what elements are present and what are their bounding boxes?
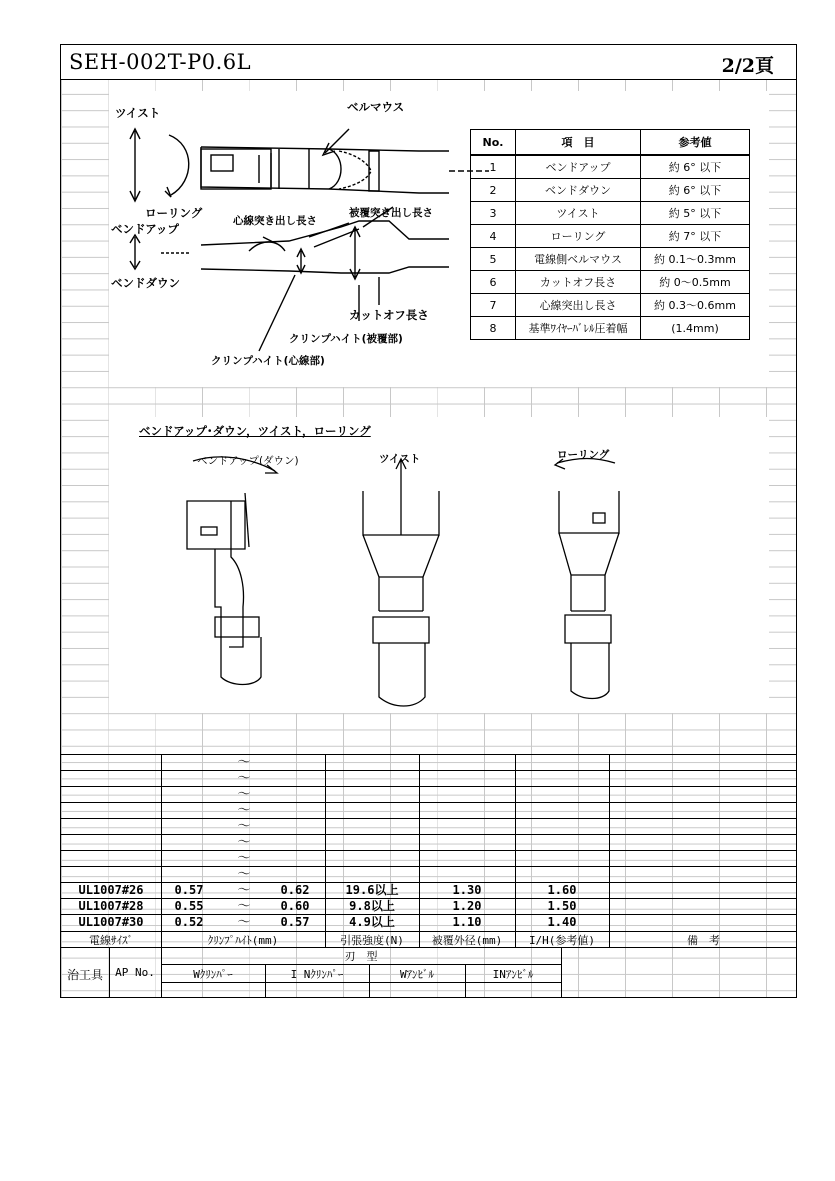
range-tilde: ～ (237, 835, 251, 850)
range-tilde: ～ (237, 803, 251, 818)
cell-tensile: 19.6以上 (345, 883, 399, 897)
cell-insulation-od: 1.30 (452, 883, 482, 897)
cell-max: 0.57 (280, 915, 310, 929)
label-rolling: ローリング (145, 206, 203, 220)
label-core-protrusion: 心線突き出し長さ (233, 215, 317, 227)
cell-wire: UL1007#26 (78, 883, 144, 897)
spec-item: ベンドダウン (516, 179, 641, 202)
label-bend-down: ベンドダウン (111, 276, 180, 290)
range-tilde: ～ (237, 755, 251, 770)
spec-value: 約 6° 以下 (641, 179, 750, 202)
spec-value: 約 0～0.5mm (641, 271, 750, 294)
spec-value: 約 0.1～0.3mm (641, 248, 750, 271)
label-cutoff: カットオフ長さ (349, 308, 429, 322)
range-tilde: ～ (237, 819, 251, 834)
spec-no: 8 (471, 317, 516, 340)
range-tilde: ～ (237, 851, 251, 866)
spec-header-value: 参考値 (641, 130, 750, 156)
w-crimper-label: Wｸﾘﾝﾊﾟｰ (193, 968, 233, 981)
middle-diagram-panel (109, 417, 769, 713)
table-row (61, 898, 797, 914)
spec-item: ローリング (516, 225, 641, 248)
range-tilde: ～ (237, 867, 251, 882)
spec-value: 約 5° 以下 (641, 202, 750, 225)
spec-item: 電線側ベルマウス (516, 248, 641, 271)
label-bend-updown: ベンドアップ(ダウン) (197, 455, 299, 467)
header-wire-size: 電線ｻｲｽﾞ (89, 934, 133, 947)
mid-heading: ベンドアップ･ダウン，ツイスト，ローリング (139, 424, 371, 438)
range-tilde: ～ (237, 915, 251, 930)
spec-row (471, 317, 750, 340)
spec-value: 約 7° 以下 (641, 225, 750, 248)
spec-row (471, 225, 750, 248)
cell-max: 0.60 (280, 899, 310, 913)
spec-row (471, 179, 750, 202)
label-bend-up: ベンドアップ (111, 222, 179, 236)
label-twist: ツイスト (115, 106, 161, 120)
ap-number-label: AP No. (115, 966, 155, 979)
cell-insulation-od: 1.20 (452, 899, 482, 913)
spec-no: 7 (471, 294, 516, 317)
cell-tensile: 9.8以上 (349, 899, 395, 913)
cell-wire: UL1007#30 (78, 915, 144, 929)
cell-tensile: 4.9以上 (349, 915, 395, 929)
label-bellmouth: ベルマウス (347, 100, 405, 114)
label-crimp-height-core: クリンプハイト(心線部) (211, 355, 325, 367)
range-tilde: ～ (237, 899, 251, 914)
spec-no: 1 (471, 155, 516, 179)
spec-no: 2 (471, 179, 516, 202)
spec-no: 4 (471, 225, 516, 248)
spec-item: カットオフ長さ (516, 271, 641, 294)
page-number: 2/2頁 (721, 55, 774, 77)
cell-ih: 1.60 (547, 883, 577, 897)
header-remarks: 備 考 (687, 934, 720, 947)
cell-min: 0.52 (174, 915, 204, 929)
cell-max: 0.62 (280, 883, 310, 897)
header-ih: I/H(参考値) (528, 934, 596, 947)
in-crimper-label: I Nｸﾘﾝﾊﾟｰ (290, 968, 344, 981)
blade-label: 刃 型 (344, 950, 378, 963)
table-row (61, 914, 797, 930)
cell-min: 0.55 (174, 899, 204, 913)
spec-item: 心線突出し長さ (516, 294, 641, 317)
spec-value: (1.4mm) (641, 317, 750, 340)
jig-label: 治工具 (66, 968, 103, 982)
label-rolling-mid: ローリング (557, 449, 610, 461)
cell-wire: UL1007#28 (78, 899, 144, 913)
label-twist-mid: ツイスト (379, 453, 421, 465)
spec-row (471, 248, 750, 271)
header-insulation-od: 被覆外径(mm) (431, 934, 503, 947)
header-crimp-height: ｸﾘﾝﾌﾟﾊｲﾄ(mm) (207, 934, 279, 947)
title-bar (61, 45, 796, 80)
spec-item: ツイスト (516, 202, 641, 225)
spec-item: 基準ﾜｲﾔｰﾊﾞﾚﾙ圧着幅 (516, 317, 641, 340)
terminal-views-drawing (109, 417, 769, 713)
label-crimp-height-insulation: クリンプハイト(被覆部) (289, 333, 403, 345)
spec-no: 6 (471, 271, 516, 294)
range-tilde: ～ (237, 883, 251, 898)
spec-row (471, 271, 750, 294)
cell-ih: 1.50 (547, 899, 577, 913)
spec-value: 約 0.3～0.6mm (641, 294, 750, 317)
spec-no: 5 (471, 248, 516, 271)
table-row (61, 882, 797, 898)
drawing-sheet (60, 44, 797, 998)
header-tensile: 引張強度(N) (340, 934, 404, 947)
spec-row (471, 294, 750, 317)
cell-min: 0.57 (174, 883, 204, 897)
cell-insulation-od: 1.10 (452, 915, 482, 929)
part-number-title: SEH-002T-P0.6L (69, 50, 252, 74)
spec-header-no: No. (471, 130, 516, 156)
spec-row (471, 202, 750, 225)
range-tilde: ～ (237, 787, 251, 802)
spec-header-item: 項 目 (516, 130, 641, 156)
spec-item: ベンドアップ (516, 155, 641, 179)
range-tilde: ～ (237, 771, 251, 786)
spec-no: 3 (471, 202, 516, 225)
cell-ih: 1.40 (547, 915, 577, 929)
label-insulation-protrusion: 被覆突き出し長さ (349, 207, 433, 219)
w-anvil-label: Wｱﾝﾋﾞﾙ (399, 968, 435, 981)
spec-row (471, 155, 750, 179)
spec-value: 約 6° 以下 (641, 155, 750, 179)
spec-table (470, 129, 750, 340)
in-anvil-label: INｱﾝﾋﾞﾙ (492, 968, 534, 981)
